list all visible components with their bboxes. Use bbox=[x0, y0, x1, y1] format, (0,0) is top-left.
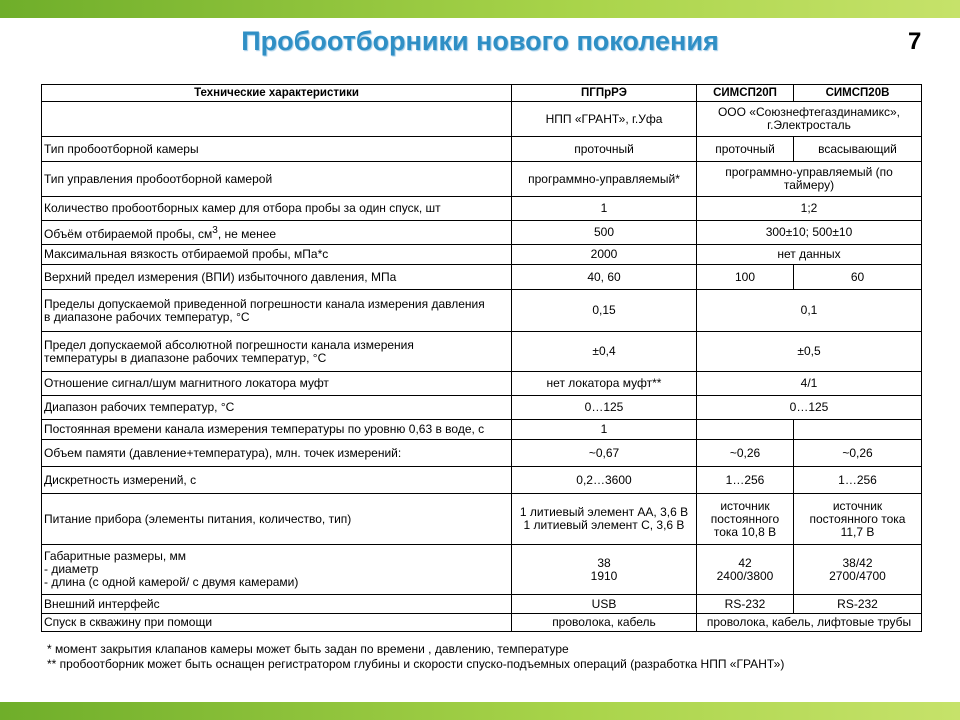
cell-value: проволока, кабель, лифтовые трубы bbox=[697, 614, 922, 632]
table-row bbox=[42, 467, 922, 494]
table-row bbox=[42, 396, 922, 420]
cell-value: проточный bbox=[512, 137, 697, 162]
row-label: Максимальная вязкость отбираемой пробы, мПа*с bbox=[42, 245, 512, 265]
cell-value: 42 2400/3800 bbox=[697, 545, 794, 595]
table-row bbox=[42, 290, 922, 332]
row-label: Объем памяти (давление+температура), млн. точек измерений: bbox=[42, 440, 512, 467]
cell-value: ~0,26 bbox=[794, 440, 922, 467]
slide-title: Пробоотборники нового поколения bbox=[241, 26, 719, 56]
table-header-row bbox=[42, 85, 922, 102]
cell-value: 1 bbox=[512, 420, 697, 440]
spec-table bbox=[41, 84, 922, 632]
empty-cell bbox=[42, 102, 512, 137]
cell-value: проволока, кабель bbox=[512, 614, 697, 632]
top-accent-bar bbox=[0, 0, 960, 18]
cell-value: ~0,67 bbox=[512, 440, 697, 467]
header-simsp20v: СИМСП20В bbox=[794, 85, 922, 102]
cell-value: нет локатора муфт** bbox=[512, 372, 697, 396]
cell-value: RS-232 bbox=[794, 595, 922, 614]
table-row bbox=[42, 545, 922, 595]
row-label: Диапазон рабочих температур, °С bbox=[42, 396, 512, 420]
cell-value: 2000 bbox=[512, 245, 697, 265]
row-label: Тип пробоотборной камеры bbox=[42, 137, 512, 162]
row-label: Тип управления пробоотборной камерой bbox=[42, 162, 512, 197]
table-row bbox=[42, 372, 922, 396]
table-row bbox=[42, 102, 922, 137]
cell-value: 0,1 bbox=[697, 290, 922, 332]
cell-value: 60 bbox=[794, 265, 922, 290]
table-row bbox=[42, 420, 922, 440]
cell-value: ±0,4 bbox=[512, 332, 697, 372]
cell-value: 40, 60 bbox=[512, 265, 697, 290]
cell-value: 1 литиевый элемент АА, 3,6 В 1 литиевый элемент С, 3,6 В bbox=[512, 494, 697, 545]
cell-value bbox=[697, 420, 794, 440]
row-label: Внешний интерфейс bbox=[42, 595, 512, 614]
cell-value bbox=[794, 420, 922, 440]
cell-value: 1 bbox=[512, 197, 697, 221]
cell-value: 1…256 bbox=[794, 467, 922, 494]
table-row bbox=[42, 265, 922, 290]
row-label-text: Объём отбираемой пробы, см bbox=[44, 227, 213, 241]
bottom-accent-bar bbox=[0, 702, 960, 720]
table-row bbox=[42, 595, 922, 614]
table-row bbox=[42, 221, 922, 245]
table-row bbox=[42, 332, 922, 372]
header-simsp20p: СИМСП20П bbox=[697, 85, 794, 102]
cell-value: источник постоянного тока 11,7 В bbox=[794, 494, 922, 545]
cell-value: 1…256 bbox=[697, 467, 794, 494]
row-label: Количество пробоотборных камер для отбора пробы за один спуск, шт bbox=[42, 197, 512, 221]
cell-value: ±0,5 bbox=[697, 332, 922, 372]
cell-value: 300±10; 500±10 bbox=[697, 221, 922, 245]
row-label: Отношение сигнал/шум магнитного локатора муфт bbox=[42, 372, 512, 396]
cell-value: 1;2 bbox=[697, 197, 922, 221]
cell-value: программно-управляемый* bbox=[512, 162, 697, 197]
cell-value: 4/1 bbox=[697, 372, 922, 396]
row-label-superscript: 3 bbox=[212, 225, 218, 236]
table-row bbox=[42, 162, 922, 197]
table-row bbox=[42, 614, 922, 632]
footnote-2: ** пробоотборник может быть оснащен регистратором глубины и скорости спуско-подъемных операций (разработка НПП «ГРАНТ») bbox=[47, 657, 785, 671]
cell-value: 0…125 bbox=[512, 396, 697, 420]
cell-value: источник постоянного тока 10,8 В bbox=[697, 494, 794, 545]
cell-value: USB bbox=[512, 595, 697, 614]
cell-value: проточный bbox=[697, 137, 794, 162]
page-number: 7 bbox=[908, 28, 922, 55]
cell-value: 100 bbox=[697, 265, 794, 290]
header-characteristics: Технические характеристики bbox=[42, 85, 512, 102]
row-label: Питание прибора (элементы питания, количество, тип) bbox=[42, 494, 512, 545]
cell-value: ~0,26 bbox=[697, 440, 794, 467]
cell-value: 0,15 bbox=[512, 290, 697, 332]
footnotes bbox=[47, 642, 784, 672]
row-label: Постоянная времени канала измерения температуры по уровню 0,63 в воде, с bbox=[42, 420, 512, 440]
row-label bbox=[42, 221, 512, 245]
cell-value: всасывающий bbox=[794, 137, 922, 162]
cell-value: RS-232 bbox=[697, 595, 794, 614]
cell-value: программно-управляемый (по таймеру) bbox=[697, 162, 922, 197]
cell-value: 0…125 bbox=[697, 396, 922, 420]
row-label-tail: , не менее bbox=[217, 227, 277, 241]
row-label: Дискретность измерений, с bbox=[42, 467, 512, 494]
manufacturer-sngd: ООО «Союзнефтегаздинамикс», г.Электросталь bbox=[697, 102, 922, 137]
footnote-1: * момент закрытия клапанов камеры может быть задан по времени , давлению, температуре bbox=[47, 642, 569, 656]
cell-value: нет данных bbox=[697, 245, 922, 265]
row-label: Пределы допускаемой приведенной погрешности канала измерения давления в диапазоне рабочих температур, °С bbox=[42, 290, 512, 332]
header-pgprre: ПГПрРЭ bbox=[512, 85, 697, 102]
row-label: Верхний предел измерения (ВПИ) избыточного давления, МПа bbox=[42, 265, 512, 290]
table-row bbox=[42, 137, 922, 162]
row-label: Габаритные размеры, мм - диаметр - длина (с одной камерой/ с двумя камерами) bbox=[42, 545, 512, 595]
cell-value: 0,2…3600 bbox=[512, 467, 697, 494]
cell-value: 38/42 2700/4700 bbox=[794, 545, 922, 595]
row-label: Спуск в скважину при помощи bbox=[42, 614, 512, 632]
manufacturer-grant: НПП «ГРАНТ», г.Уфа bbox=[512, 102, 697, 137]
table-row bbox=[42, 494, 922, 545]
cell-value: 500 bbox=[512, 221, 697, 245]
table-row bbox=[42, 197, 922, 221]
row-label: Предел допускаемой абсолютной погрешности канала измерения температуры в диапазоне рабочих температур, °С bbox=[42, 332, 512, 372]
cell-value: 38 1910 bbox=[512, 545, 697, 595]
table-row bbox=[42, 245, 922, 265]
table-row bbox=[42, 440, 922, 467]
